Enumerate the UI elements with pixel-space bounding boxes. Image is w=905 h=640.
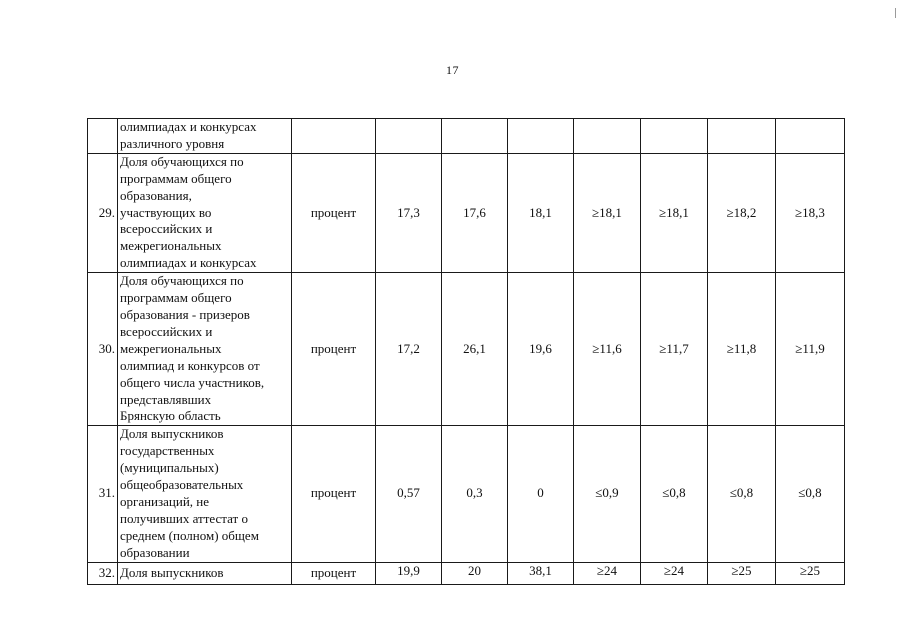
- value-cell: [508, 119, 574, 154]
- value-cell: [442, 119, 508, 154]
- value-cell: 0: [508, 426, 574, 562]
- indicator-name-line: программам общего: [120, 170, 232, 186]
- value-cell: 26,1: [442, 273, 508, 426]
- value-cell: ≥18,1: [641, 153, 708, 272]
- unit-cell: процент: [292, 426, 376, 562]
- row-number: 31.: [88, 426, 118, 562]
- value-cell: ≥24: [641, 562, 708, 584]
- indicator-name-line: межрегиональных: [120, 238, 222, 254]
- table-row: [88, 562, 845, 584]
- indicators-table: [87, 118, 845, 585]
- row-number: [88, 119, 118, 154]
- indicator-name-line: образования - призеров: [120, 306, 250, 322]
- value-cell: ≥11,9: [776, 273, 845, 426]
- indicator-name-line: образования,: [120, 187, 192, 203]
- indicator-name-line: различного уровня: [120, 135, 225, 151]
- value-cell: 0,57: [376, 426, 442, 562]
- value-cell: ≥25: [708, 562, 776, 584]
- value-cell: ≤0,8: [776, 426, 845, 562]
- unit-cell: [292, 119, 376, 154]
- value-cell: 0,3: [442, 426, 508, 562]
- indicator-name-line: Брянскую область: [120, 408, 221, 424]
- indicator-name-line: общего числа участников,: [120, 374, 265, 390]
- indicator-name-line: Доля обучающихся по: [120, 273, 244, 289]
- indicator-name: [118, 562, 292, 584]
- value-cell: 17,2: [376, 273, 442, 426]
- indicator-name-line: Доля обучающихся по: [120, 153, 244, 169]
- value-cell: ≤0,9: [574, 426, 641, 562]
- value-cell: [376, 119, 442, 154]
- value-cell: 18,1: [508, 153, 574, 272]
- indicator-name-line: олимпиад и конкурсов от: [120, 357, 260, 373]
- table-row: [88, 273, 845, 426]
- value-cell: ≤0,8: [641, 426, 708, 562]
- value-cell: [641, 119, 708, 154]
- indicator-name-line: всероссийских и: [120, 323, 213, 339]
- value-cell: ≥11,8: [708, 273, 776, 426]
- value-cell: 38,1: [508, 562, 574, 584]
- indicator-name-line: олимпиадах и конкурсах: [120, 119, 257, 134]
- value-cell: ≥24: [574, 562, 641, 584]
- indicator-name-line: Доля выпускников: [120, 426, 224, 442]
- page-number: 17: [446, 63, 459, 77]
- unit-cell: процент: [292, 273, 376, 426]
- row-number: 29.: [88, 153, 118, 272]
- value-cell: ≥25: [776, 562, 845, 584]
- value-cell: 19,6: [508, 273, 574, 426]
- indicator-name-line: межрегиональных: [120, 340, 222, 356]
- indicator-name-line: участвующих во: [120, 204, 212, 220]
- indicator-name-line: получивших аттестат о: [120, 510, 248, 526]
- value-cell: ≥11,7: [641, 273, 708, 426]
- value-cell: [776, 119, 845, 154]
- value-cell: 19,9: [376, 562, 442, 584]
- row-number: 30.: [88, 273, 118, 426]
- value-cell: ≥18,2: [708, 153, 776, 272]
- indicator-name-line: представлявших: [120, 391, 212, 407]
- indicator-name-line: всероссийских и: [120, 221, 213, 237]
- indicator-name: [118, 119, 292, 154]
- scan-mark: [895, 8, 896, 18]
- indicator-name-line: государственных: [120, 443, 215, 459]
- value-cell: [708, 119, 776, 154]
- value-cell: ≥11,6: [574, 273, 641, 426]
- indicator-name-line: Доля выпускников: [120, 564, 224, 580]
- indicator-name-line: программам общего: [120, 290, 232, 306]
- indicator-name-line: общеобразовательных: [120, 477, 244, 493]
- unit-cell: процент: [292, 562, 376, 584]
- value-cell: 17,3: [376, 153, 442, 272]
- value-cell: ≥18,3: [776, 153, 845, 272]
- value-cell: 20: [442, 562, 508, 584]
- unit-cell: процент: [292, 153, 376, 272]
- row-number: 32.: [88, 562, 118, 584]
- table-row: [88, 426, 845, 562]
- value-cell: ≥18,1: [574, 153, 641, 272]
- table-row: [88, 119, 845, 154]
- indicator-name: [118, 426, 292, 562]
- indicator-name: [118, 153, 292, 272]
- indicator-name-line: (муниципальных): [120, 460, 219, 476]
- indicator-name-line: образовании: [120, 544, 190, 560]
- value-cell: 17,6: [442, 153, 508, 272]
- indicator-name-line: олимпиадах и конкурсах: [120, 255, 257, 271]
- indicator-name-line: среднем (полном) общем: [120, 527, 259, 543]
- value-cell: ≤0,8: [708, 426, 776, 562]
- value-cell: [574, 119, 641, 154]
- table-row: [88, 153, 845, 272]
- indicator-name: [118, 273, 292, 426]
- indicator-name-line: организаций, не: [120, 493, 210, 509]
